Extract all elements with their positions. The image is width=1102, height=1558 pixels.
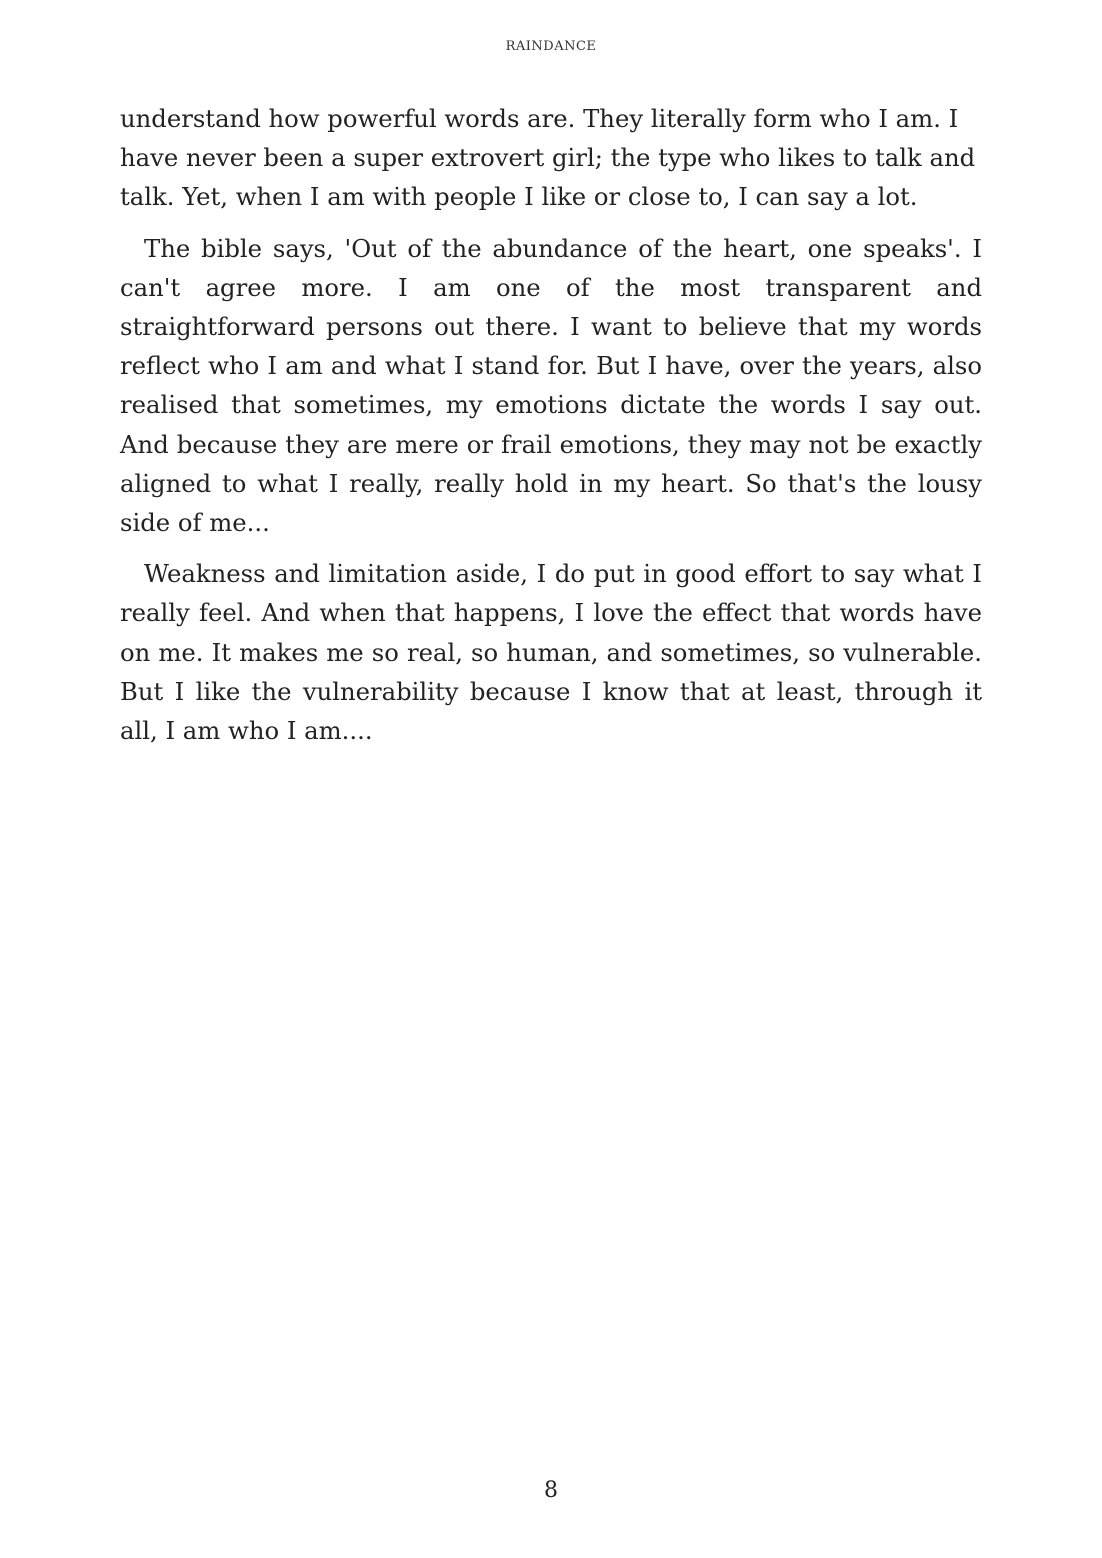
- paragraph: understand how powerful words are. They literally form who I am. I have never been a super extrovert girl; the type who likes to talk and talk. Yet, when I am with people I like or close to, I can say a lot.: [120, 104, 976, 212]
- page-number: 8: [544, 1478, 558, 1503]
- paragraph: Weakness and limitation aside, I do put in good effort to say what I really feel. And when that happens, I love the effect that words have on me. It makes me so real, so human, and sometimes, so vulnerable. But I like the vulnerability because I know that at least, through it all, I am who I am....: [120, 559, 982, 746]
- running-header: RAINDANCE: [505, 39, 597, 54]
- page-body: [120, 99, 982, 762]
- paragraph: The bible says, 'Out of the abundance of the heart, one speaks'. I can't agree more. I am one of the most transparent and straightforward persons out there. I want to believe that my words reflect who I am and what I stand for. But I have, over the years, also realised that sometimes, my emotions dictate the words I say out. And because they are mere or frail emotions, they may not be exactly aligned to what I really, really hold in my heart. So that's the lousy side of me...: [120, 233, 982, 538]
